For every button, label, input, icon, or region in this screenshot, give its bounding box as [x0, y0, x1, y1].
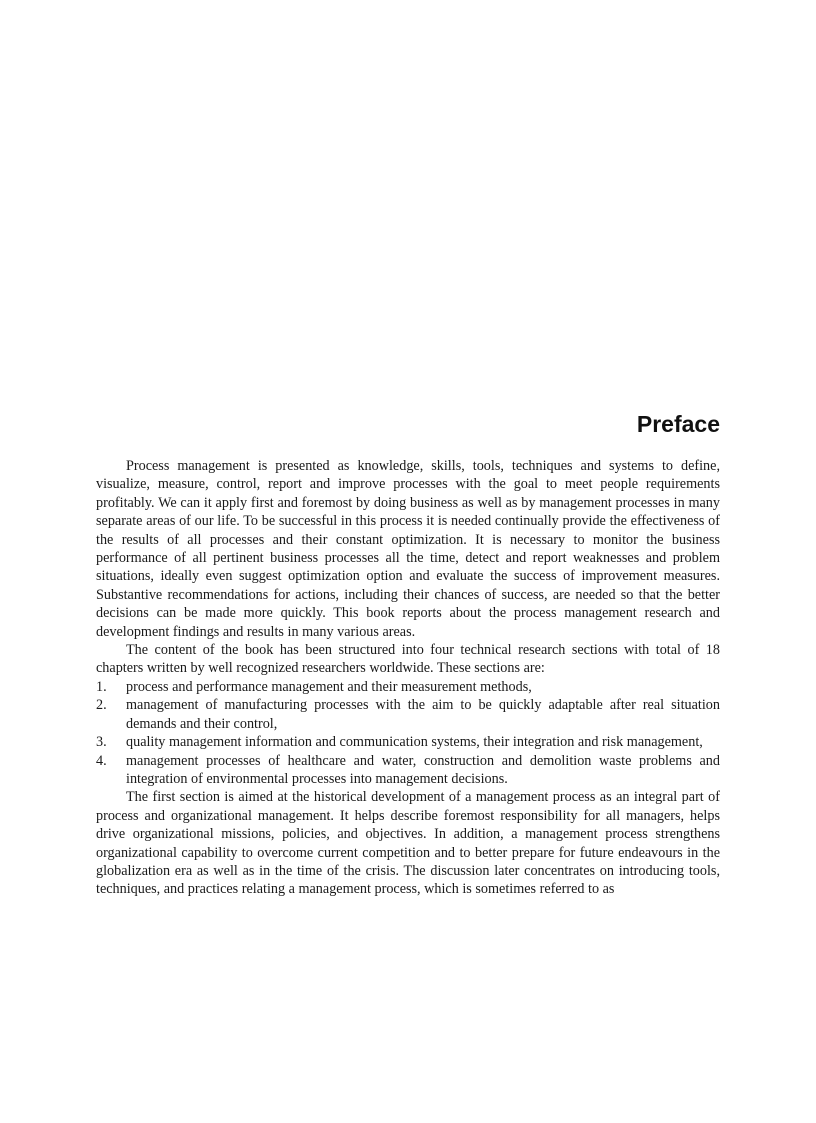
list-item-number: 3. — [96, 734, 107, 751]
paragraph: The first section is aimed at the historical development of a management process as an integral part of process and organizational management. It helps describe foremost responsibility for all managers, helps drive organizational missions, policies, and objectives. In addition, a management process strengthens organizational capability to overcome current competition and to better prepare for future endeavours in the globalization era as well as in the time of the crisis. The discussion later concentrates on introducing tools, techniques, and practices relating a management process, which is sometimes referred to as — [96, 789, 720, 898]
list-item-text: quality management information and communication systems, their integration and risk management, — [126, 734, 703, 751]
page-title: Preface — [636, 411, 720, 437]
preface-body — [96, 457, 720, 899]
paragraph: Process management is presented as knowledge, skills, tools, techniques and systems to define, visualize, measure, control, report and improve processes with the goal to meet people requirements profitably. We can it apply first and foremost by doing business as well as by management processes in many separate areas of our life. To be successful in this process it is needed continually provide the effectiveness of the results of all processes and their constant optimization. It is necessary to monitor the business performance of all pertinent business processes all the time, detect and report weaknesses and problem situations, ideally even suggest optimization option and evaluate the success of improvement measures. Substantive recommendations for actions, including their chances of success, are needed so that the better decisions can be made more quickly. This book reports about the process management research and development findings and results in many various areas. — [96, 458, 720, 640]
list-item-number: 1. — [96, 678, 107, 695]
list-item — [96, 696, 720, 733]
list-item — [96, 678, 720, 696]
list-item-number: 4. — [96, 752, 107, 769]
list-item — [96, 752, 720, 789]
list-item-number: 2. — [96, 697, 107, 714]
list-item — [96, 733, 720, 751]
list-item-text: management processes of healthcare and water, construction and demolition waste problems and integration of environmental processes into management decisions. — [126, 752, 720, 787]
list-item-text: process and performance management and their measurement methods, — [126, 678, 532, 695]
document-page — [96, 0, 720, 1123]
list-item-text: management of manufacturing processes with the aim to be quickly adaptable after real situation demands and their control, — [126, 697, 720, 732]
paragraph: The content of the book has been structured into four technical research sections with total of 18 chapters written by well recognized researchers worldwide. These sections are: — [96, 642, 720, 677]
sections-list — [96, 678, 720, 788]
